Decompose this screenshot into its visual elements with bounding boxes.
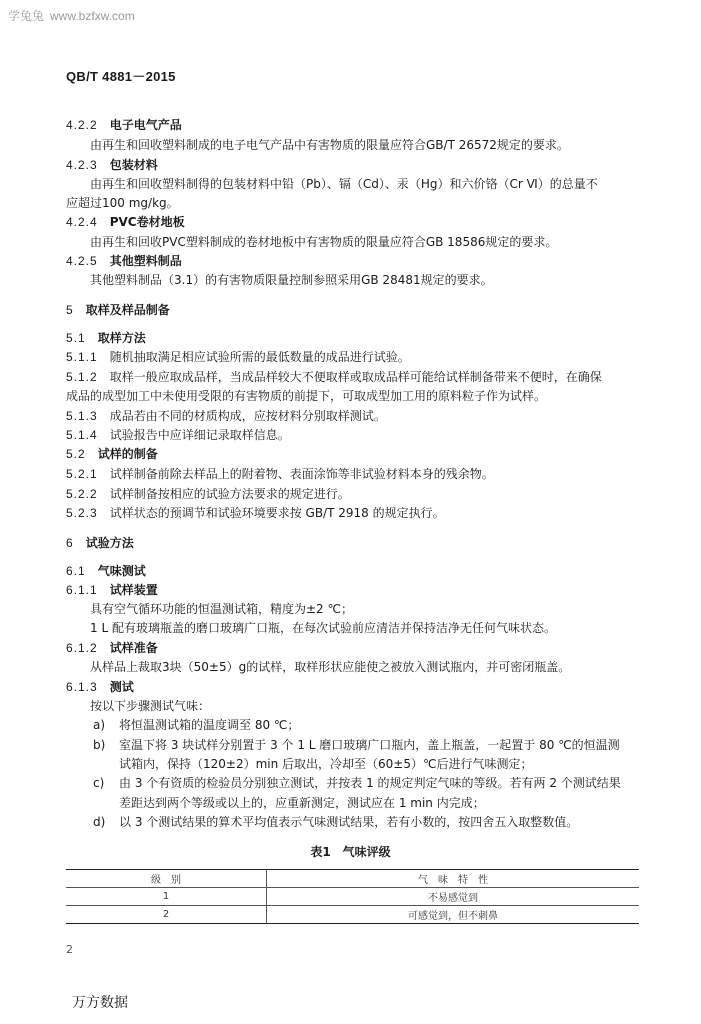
heading-6-1	[66, 563, 146, 579]
paragraph: 具有空气循环功能的恒温测试箱，精度为±2 ℃；	[90, 602, 353, 616]
section-number: 4.2.5	[66, 254, 98, 268]
list-label: d)	[93, 815, 106, 829]
heading-5-2	[66, 446, 158, 462]
watermark-name: 学兔兔	[8, 9, 45, 23]
table-caption: 表1 气味评级	[310, 845, 391, 859]
watermark-site: www.bzfxw.com	[50, 9, 135, 23]
section-title: 试样的制备	[97, 447, 158, 461]
clause-5-2-2	[66, 486, 350, 502]
paragraph: 其他塑料制品（3.1）的有害物质限量控制参照采用GB 28481规定的要求。	[90, 273, 493, 287]
paragraph: 由再生和回收塑料制得的包装材料中铅（Pb）、镉（Cd）、汞（Hg）和六价铬（Cr Ⅵ）的总量不	[90, 177, 598, 191]
clause-text: 试样状态的预调节和试验环境要求按 GB/T 2918 的规定执行。	[109, 506, 445, 520]
list-item: 由 3 个有资质的检验员分别独立测试，并按表 1 的规定判定气味的等级。若有两 2 个测试结果	[119, 776, 621, 790]
list-label: b)	[93, 738, 106, 752]
clause-5-1-2	[66, 369, 602, 385]
heading-4-2-5	[66, 253, 182, 269]
section-number: 6.1.1	[66, 583, 98, 597]
footer-source: 万方数据	[72, 995, 128, 1011]
clause-5-1-1	[66, 349, 410, 365]
clause-text: 试验报告中应详细记录取样信息。	[109, 428, 290, 442]
table-row	[66, 888, 639, 906]
section-number: 6.1.3	[66, 680, 98, 694]
section-title: 气味测试	[97, 564, 146, 578]
section-number: 5.2.1	[66, 467, 98, 481]
section-number: 5.1.2	[66, 370, 98, 384]
section-number: 5.1.1	[66, 350, 98, 364]
list-item: 室温下将 3 块试样分别置于 3 个 1 L 磨口玻璃广口瓶内，盖上瓶盖，一起置于 80 ℃的恒温测	[119, 738, 620, 752]
clause-5-1-4	[66, 427, 290, 443]
heading-4-2-4	[66, 214, 185, 230]
section-number: 5.2.2	[66, 487, 98, 501]
table-row	[66, 906, 639, 924]
table-cell: 可感觉到，但不刺鼻	[267, 906, 640, 924]
heading-5-1	[66, 330, 146, 346]
heading-6	[66, 535, 134, 551]
list-label: a)	[93, 718, 106, 732]
section-number: 6	[66, 536, 74, 550]
section-title: 试验方法	[85, 536, 134, 550]
section-number: 5.2	[66, 447, 86, 461]
section-number: 5.2.3	[66, 506, 98, 520]
section-title: 取样方法	[97, 331, 146, 345]
section-title: 其他塑料制品	[109, 254, 182, 268]
clause-5-1-3	[66, 408, 386, 424]
section-number: 4.2.2	[66, 118, 98, 132]
watermark	[8, 7, 135, 24]
heading-5	[66, 302, 170, 318]
clause-text: 试样制备按相应的试验方法要求的规定进行。	[109, 487, 350, 501]
table-cell: 不易感觉到	[267, 888, 640, 906]
section-number: 5.1.4	[66, 428, 98, 442]
heading-4-2-2	[66, 117, 182, 133]
clause-text: 成品若由不同的材质构成，应按材料分别取样测试。	[109, 409, 386, 423]
table-header-row	[66, 870, 639, 888]
list-label: c)	[93, 776, 105, 790]
section-title: 测试	[109, 680, 134, 694]
paragraph: 由再生和回收PVC塑料制成的卷材地板中有害物质的限量应符合GB 18586规定的要求。	[90, 235, 558, 249]
paragraph: 成品的成型加工中未使用受限的有害物质的前提下，可取成型加工用的原料粒子作为试样。	[66, 389, 547, 403]
section-title: 电子电气产品	[109, 118, 182, 132]
list-item: 以 3 个测试结果的算术平均值表示气味测试结果，若有小数的，按四舍五入取整数值。	[119, 815, 579, 829]
paragraph: 1 L 配有玻璃瓶盖的磨口玻璃广口瓶，在每次试验前应清洁并保持洁净无任何气味状态。	[90, 621, 556, 635]
standard-code: QB/T 4881－2015	[66, 69, 176, 84]
section-number: 5.1.3	[66, 409, 98, 423]
clause-5-2-1	[66, 466, 494, 482]
section-number: 6.1.2	[66, 641, 98, 655]
heading-6-1-1	[66, 582, 158, 598]
clause-5-2-3	[66, 505, 445, 521]
section-number: 4.2.4	[66, 215, 98, 229]
section-title: 包装材料	[109, 158, 158, 172]
list-item: 试箱内，保持（120±2）min 后取出，冷却至（60±5）℃后进行气味测定；	[119, 757, 533, 771]
section-title: 试样装置	[109, 583, 158, 597]
section-title: 试样准备	[109, 641, 158, 655]
paragraph: 由再生和回收塑料制成的电子电气产品中有害物质的限量应符合GB/T 26572规定的要求。	[90, 138, 569, 152]
clause-text: 试样制备前除去样品上的附着物、表面涂饰等非试验材料本身的残余物。	[109, 467, 494, 481]
section-number: 5.1	[66, 331, 86, 345]
paragraph: 应超过100 mg/kg。	[66, 196, 179, 210]
heading-6-1-2	[66, 640, 158, 656]
heading-4-2-3	[66, 157, 158, 173]
odor-rating-table	[66, 869, 639, 924]
section-number: 4.2.3	[66, 158, 98, 172]
table-header-cell: 级 别	[66, 870, 267, 888]
section-number: 5	[66, 303, 74, 317]
clause-text: 随机抽取满足相应试验所需的最低数量的成品进行试验。	[109, 350, 410, 364]
section-number: 6.1	[66, 564, 86, 578]
list-item: 将恒温测试箱的温度调至 80 ℃；	[119, 718, 300, 732]
heading-6-1-3	[66, 679, 134, 695]
table-cell: 2	[66, 906, 267, 924]
table-header-cell: 气 味 特 性	[267, 870, 640, 888]
page-number: 2	[66, 943, 73, 956]
section-title: 取样及样品制备	[85, 303, 170, 317]
list-item: 差距达到两个等级或以上的，应重新测定，测试应在 1 min 内完成；	[119, 796, 485, 810]
paragraph: 按以下步骤测试气味：	[90, 699, 211, 713]
paragraph: 从样品上裁取3块（50±5）g的试样，取样形状应能使之被放入测试瓶内，并可密闭瓶盖。	[90, 660, 571, 674]
clause-text: 取样一般应取成品样，当成品样较大不便取样或取成品样可能给试样制备带来不便时，在确保	[109, 370, 602, 384]
section-title: PVC卷材地板	[109, 215, 185, 229]
table-cell: 1	[66, 888, 267, 906]
